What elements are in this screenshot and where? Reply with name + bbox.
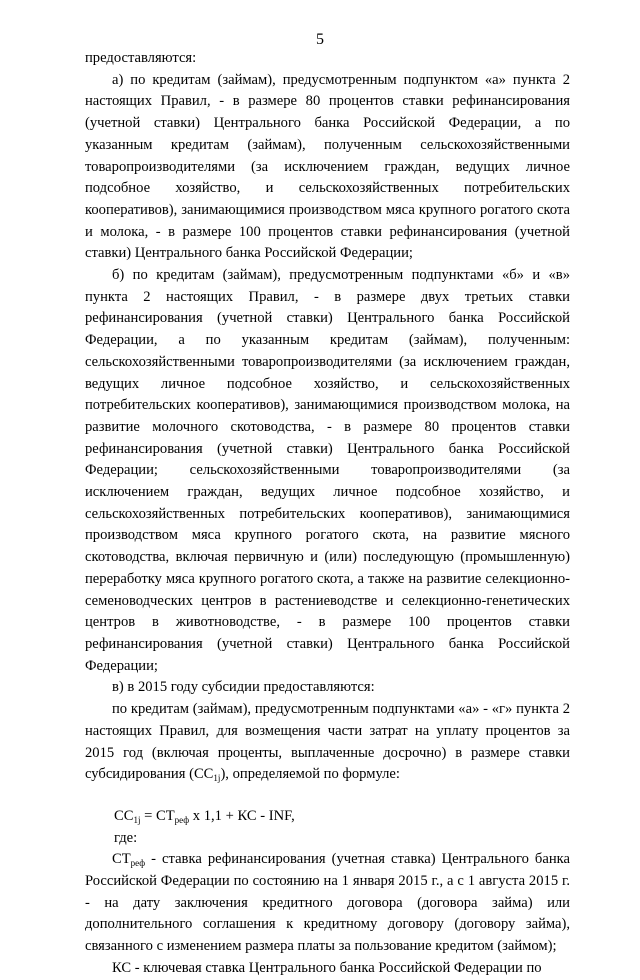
paragraph-credits [85, 699, 570, 786]
formula-lhs-sub: 1j [133, 814, 141, 825]
definition-ks: КС - ключевая ставка Центрального банка Российской Федерации по [112, 959, 542, 976]
spacer [85, 786, 570, 806]
formula-sub: 1j [213, 773, 221, 784]
definition-st-term: СТ [112, 851, 131, 868]
where-label: где: [114, 829, 138, 846]
formula-eq: = СТ [140, 807, 175, 824]
paragraph-b: б) по кредитам (займам), предусмотренным подпунктами «б» и «в» пункта 2 настоящих Правил, - в размере двух третьих ставки рефинансирования (учетной ставки) Центрального банка Российской Федерации, а по указанным кредитам (займам), полученным: сельскохозяйственными товаропроизводителями (за исключением граждан, ведущих личное подсобное хозяйство, и сельскохозяйственных потребительских кооперативов), занимающимися производством молока, на развитие молочного скотоводства, - в размере 80 процентов ставки рефинансирования (учетной ставки) Центрального банка Российской Федерации; сельскохозяйственными товаропроизводителями (за исключением граждан, ведущих личное подсобное хозяйство, и сельскохозяйственных потребительских кооперативов), занимающимися производством мяса крупного рогатого скота, на развитие мясного скотоводства, включая первичную и (или) последующую (промышленную) переработку мяса крупного рогатого скота, а также на развитие селекционно-семеноводческих центров в растениеводстве и селекционно-генетических центров в животноводстве, - в размере 100 процентов ставки рефинансирования (учетной ставки) Центрального банка Российской Федерации; [85, 267, 570, 674]
definition-st-sub: реф [130, 858, 146, 869]
paragraph-credits-text: по кредитам (займам), предусмотренным подпунктами «а» - «г» пункта 2 настоящих Правил, для возмещения части затрат на уплату процентов за 2015 год (включая проценты, выплаченные досрочно) в размере ставки субсидирования (СС [85, 701, 570, 783]
definition-st [85, 849, 570, 958]
formula [85, 806, 570, 828]
paragraph-v: в) в 2015 году субсидии предоставляются: [112, 679, 375, 696]
formula-eq-sub: реф [174, 814, 190, 825]
paragraph-a: а) по кредитам (займам), предусмотренным подпунктом «а» пункта 2 настоящих Правил, - в размере 80 процентов ставки рефинансирования (учетной ставки) Центрального банка Российской Федерации, а по указанным кредитам (займам), полученным сельскохозяйственными товаропроизводителями (за исключением граждан, ведущих личное подсобное хозяйство, и сельскохозяйственных потребительских кооперативов), занимающимися производством мяса крупного рогатого скота и молока, - в размере 100 процентов ставки рефинансирования (учетной ставки) Центрального банка Российской Федерации; [85, 71, 570, 262]
definition-st-text: - ставка рефинансирования (учетная ставка) Центрального банка Российской Федерации по состоянию на 1 января 2015 г., а с 1 августа 2015 г. - на дату заключения кредитного договора (договора займа) или дополнительного соглашения к кредитному договору (договору займа), связанного с изменением размера платы за пользование кредитом (займом); [85, 851, 570, 955]
paragraph-credits-end: ), определяемой по формуле: [220, 766, 400, 783]
document-body [85, 48, 570, 980]
paragraph-intro: предоставляются: [85, 50, 197, 66]
formula-lhs: СС [114, 807, 134, 824]
page-number: 5 [316, 31, 324, 48]
formula-rhs: х 1,1 + КС - INF, [189, 807, 295, 824]
